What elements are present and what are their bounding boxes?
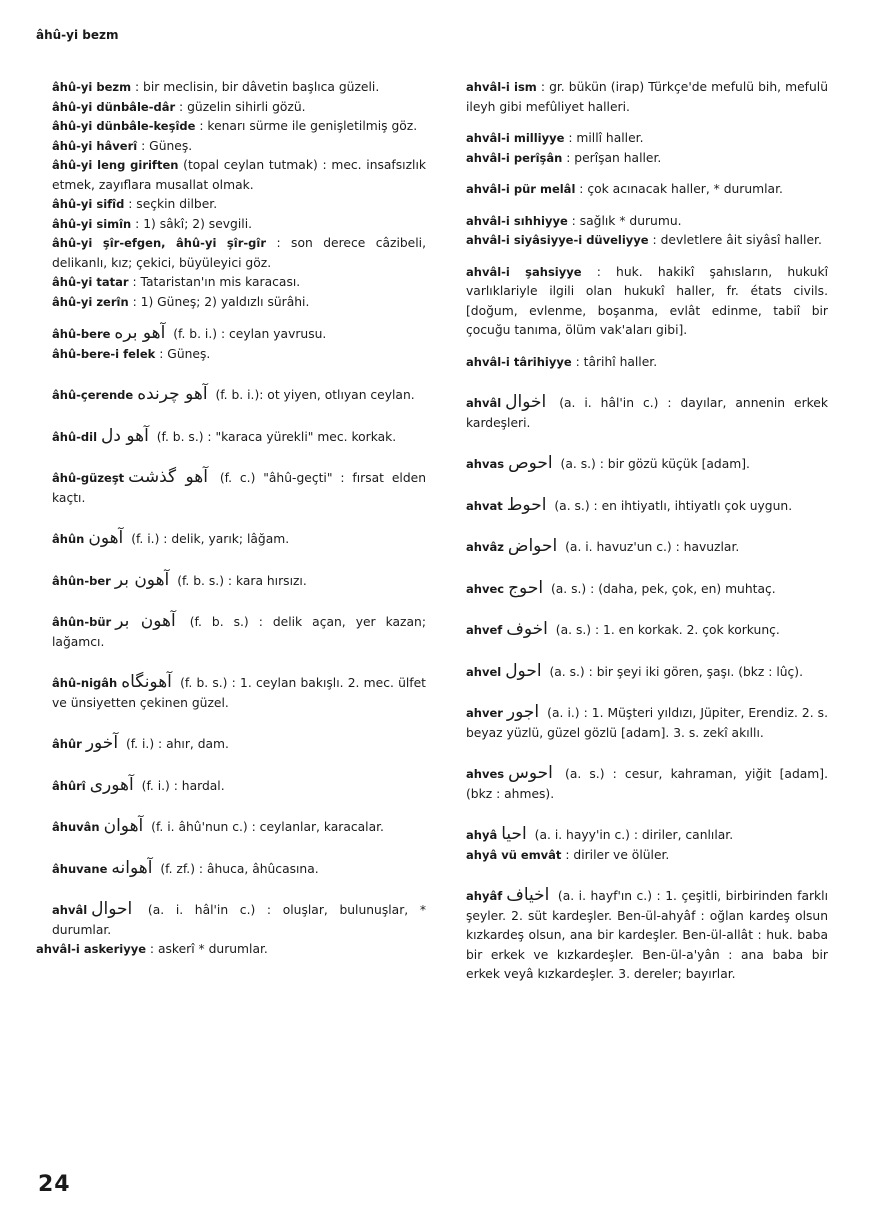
arabic-script: احوس (508, 763, 553, 783)
definition: : Güneş. (137, 138, 193, 153)
definition: : askerî * durumlar. (146, 942, 268, 956)
headword: ahyâ (466, 828, 498, 842)
arabic-script: آهونگاه (121, 672, 172, 692)
dictionary-entry (36, 293, 426, 313)
definition: : çok acınacak haller, * durumlar. (575, 182, 783, 196)
headword: ahvâl (466, 396, 502, 410)
dictionary-entry (36, 324, 426, 345)
headword: ahvâl-i milliyye (466, 131, 565, 145)
definition: : târihî haller. (571, 354, 658, 369)
page-number: 24 (38, 1172, 71, 1197)
definition: (a. i. havuz'un c.) : havuzlar. (561, 540, 740, 554)
headword: âhû-yi şîr-efgen, âhû-yi şîr-gîr (52, 236, 267, 250)
definition: : perîşan haller. (562, 150, 662, 165)
headword: ahvec (466, 581, 505, 596)
headword: âhû-yi tatar (52, 275, 129, 289)
headword: ahvâl-i şahsiyye (466, 264, 582, 279)
arabic-script: اخوف (506, 619, 548, 639)
dictionary-entry (36, 776, 426, 797)
running-head: âhû-yi bezm (36, 28, 119, 42)
dictionary-entry (450, 180, 828, 200)
headword: âhû-dil (52, 429, 98, 444)
definition: : son derece câzibeli, delikanlı, kız; çekici, büyüleyici göz. (52, 236, 426, 270)
definition: (a. s.) : cesur, kahraman, yiğit [adam]. (bkz : ahmes). (466, 767, 828, 801)
dictionary-entry (36, 273, 426, 293)
dictionary-entry (450, 764, 828, 804)
headword: âhû-yi dünbâle-keşîde (52, 119, 196, 133)
definition: : huk. hakikî şahısların, hukukî varlıklariyle ilgili olan hukukî haller, fr. états civils. [doğum, evlenme, boşanma, evlât edinme, tabiî bir çocuğu tanıma, ölüm vak'aları gibi]. (466, 264, 828, 337)
dictionary-entry (36, 385, 426, 406)
definition: (f. b. s.) : "karaca yürekli" mec. korkak. (152, 429, 397, 444)
arabic-script: آهو چرنده (137, 384, 208, 404)
dictionary-entry (36, 78, 426, 98)
dictionary-entry (450, 78, 828, 117)
headword: âhuvân (52, 820, 100, 834)
dictionary-entry (450, 620, 828, 641)
dictionary-entry (36, 900, 426, 940)
arabic-script: آهوان (103, 816, 144, 836)
definition: (f. b. s.) : delik açan, yer kazan; lağamcı. (52, 615, 426, 649)
headword: âhûn-ber (52, 573, 111, 588)
right-column (450, 78, 828, 985)
definition: : millî haller. (564, 131, 644, 145)
headword: âhû-yi dünbâle-dâr (52, 99, 176, 114)
dictionary-entry (450, 454, 828, 475)
arabic-script: آهو بره (114, 323, 166, 343)
dictionary-entry (36, 117, 426, 137)
headword: ahvâl-i târihiyye (466, 354, 572, 369)
dictionary-entry (450, 393, 828, 433)
dictionary-entry (36, 529, 426, 550)
definition: (f. b. i.): ot yiyen, otlıyan ceylan. (211, 388, 415, 402)
dictionary-entry (36, 98, 426, 118)
headword: ahver (466, 706, 503, 720)
arabic-script: احوج (508, 577, 544, 598)
headword: ahvef (466, 623, 503, 637)
arabic-script: احوط (506, 494, 547, 515)
dictionary-entry (36, 940, 426, 960)
headword: âhû-nigâh (52, 676, 118, 690)
headword: ahvâl-i pür melâl (466, 182, 576, 196)
dictionary-entry (450, 129, 828, 149)
headword: âhûn-bür (52, 615, 112, 629)
dictionary-entry (450, 825, 828, 846)
dictionary-entry (450, 496, 828, 517)
headword: âhû-güzeşt (52, 471, 125, 485)
headword: ahvâl-i perîşân (466, 150, 563, 165)
headword: âhû-yi hâverî (52, 138, 138, 153)
arabic-script: اجور (506, 702, 540, 722)
headword: âhû-bere-i felek (52, 346, 156, 361)
headword: ahvâl-i siyâsiyye-i düveliyye (466, 233, 649, 247)
dictionary-entry (36, 234, 426, 273)
definition: (f. i.) : delik, yarık; lâğam. (127, 532, 290, 546)
definition: (a. i. hayy'in c.) : diriler, canlılar. (530, 828, 734, 842)
headword: ahvâl-i askeriyye (36, 942, 147, 956)
dictionary-entry (450, 662, 828, 683)
definition: (f. b. s.) : 1. ceylan bakışlı. 2. mec. ülfet ve ünsiyetten çekinen güzel. (52, 676, 426, 710)
headword: âhuvane (52, 861, 108, 876)
definition: : gr. bükün (irap) Türkçe'de mefulü bih, mefulü ileyh gibi mefûliyet halleri. (466, 80, 828, 114)
arabic-script: آهو دل (101, 425, 149, 446)
dictionary-entry (450, 579, 828, 600)
dictionary-entry (36, 215, 426, 235)
arabic-script: آهوانه (111, 857, 153, 878)
arabic-script: آهون بر (115, 611, 176, 631)
dictionary-entry (450, 537, 828, 558)
definition: (a. s.) : 1. en korkak. 2. çok korkunç. (551, 623, 780, 637)
headword: âhûr (52, 737, 82, 751)
dictionary-entry (450, 149, 828, 169)
definition: (f. b. i.) : ceylan yavrusu. (169, 327, 327, 341)
dictionary-entry (450, 846, 828, 866)
headword: ahvel (466, 664, 502, 679)
headword: ahyâ vü emvât (466, 847, 562, 862)
definition: : Güneş. (155, 346, 211, 361)
definition: (a. i. hâl'in c.) : oluşlar, bulunuşlar, * durumlar. (52, 903, 426, 937)
headword: ahvas (466, 457, 505, 471)
dictionary-entry (36, 734, 426, 755)
headword: ahvâl-i sıhhiyye (466, 213, 568, 228)
dictionary-entry (36, 156, 426, 195)
arabic-script: احيا (501, 824, 527, 844)
definition: (a. s.) : (daha, pek, çok, en) muhtaç. (547, 581, 776, 596)
dictionary-entry (36, 859, 426, 880)
arabic-script: اخياف (506, 885, 550, 905)
headword: ahvâl-i ism (466, 80, 537, 94)
dictionary-entry (36, 571, 426, 592)
headword: âhû-yi zerîn (52, 294, 129, 309)
arabic-script: اخوال (505, 392, 547, 412)
definition: : devletlere âit siyâsî haller. (648, 233, 822, 247)
headword: ahvâl (52, 903, 88, 917)
definition: (f. i.) : hardal. (137, 778, 225, 793)
dictionary-entry (36, 673, 426, 713)
headword: âhûrî (52, 778, 86, 793)
headword: ahves (466, 767, 505, 781)
arabic-script: احوال (91, 899, 133, 919)
headword: âhû-bere (52, 327, 111, 341)
definition: (topal ceylan tutmak) : mec. insafsızlık etmek, zayıflara musallat olmak. (52, 158, 426, 192)
headword: ahyâf (466, 889, 503, 903)
dictionary-entry (36, 468, 426, 508)
definition: (a. s.) : bir gözü küçük [adam]. (556, 457, 750, 471)
dictionary-entry (36, 345, 426, 365)
arabic-script: آهو گذشت (128, 467, 208, 487)
dictionary-entry (450, 886, 828, 985)
dictionary-entry (36, 612, 426, 652)
headword: âhû-yi simîn (52, 216, 132, 231)
definition: (a. i. hâl'in c.) : dayılar, annenin erkek kardeşleri. (466, 396, 828, 430)
left-column (36, 78, 426, 960)
definition: (a. i.) : 1. Müşteri yıldızı, Jüpiter, Erendiz. 2. s. beyaz yüzlü, güzel gözlü [adam]. 3. s. zekî akıllı. (466, 706, 828, 740)
dictionary-entry (450, 703, 828, 743)
arabic-script: احول (505, 660, 542, 681)
arabic-script: آخور (85, 733, 119, 753)
definition: : güzelin sihirli gözü. (175, 99, 306, 114)
definition: : kenarı sürme ile genişletilmiş göz. (195, 119, 418, 133)
arabic-script: احوص (508, 453, 553, 473)
definition: (f. i. âhû'nun c.) : ceylanlar, karacalar. (147, 820, 384, 834)
definition: (a. s.) : bir şeyi iki gören, şaşı. (bkz : lûç). (545, 664, 804, 679)
definition: (f. c.) "âhû-geçti" : fırsat elden kaçtı. (52, 471, 426, 505)
definition: (f. b. s.) : kara hırsızı. (173, 573, 307, 588)
dictionary-entry (450, 231, 828, 251)
headword: âhûn (52, 532, 85, 546)
definition: (a. s.) : en ihtiyatlı, ihtiyatlı çok uygun. (550, 498, 793, 513)
definition: : seçkin dilber. (124, 197, 218, 211)
dictionary-entry (36, 817, 426, 838)
arabic-script: آهوری (89, 774, 134, 795)
definition: : bir meclisin, bir dâvetin başlıca güzeli. (131, 80, 380, 94)
arabic-script: آهون بر (114, 569, 170, 590)
dictionary-entry (450, 353, 828, 373)
dictionary-entry (36, 195, 426, 215)
definition: (f. zf.) : âhuca, âhûcasına. (156, 861, 319, 876)
headword: âhû-yi sifîd (52, 197, 125, 211)
headword: ahvat (466, 498, 503, 513)
headword: âhû-yi bezm (52, 80, 132, 94)
definition: (f. i.) : ahır, dam. (122, 737, 229, 751)
headword: âhû-yi leng giriften (52, 158, 179, 172)
headword: âhû-çerende (52, 388, 134, 402)
dictionary-entry (36, 427, 426, 448)
arabic-script: آهون (88, 528, 124, 548)
dictionary-entry (36, 137, 426, 157)
definition: : 1) Güneş; 2) yaldızlı sürâhi. (128, 294, 310, 309)
dictionary-entry (450, 212, 828, 232)
definition: : 1) sâkî; 2) sevgili. (131, 216, 253, 231)
arabic-script: احواض (507, 536, 558, 556)
dictionary-entry (450, 263, 828, 341)
headword: ahvâz (466, 540, 504, 554)
definition: : Tataristan'ın mis karacası. (128, 275, 301, 289)
definition: (a. i. hayf'ın c.) : 1. çeşitli, birbirinden farklı şeyler. 2. süt kardeşler. Ben-ül-ahyâf : oğlan kardeş olsun kızkardeş olsun, ana bir kardeşler. Ben-ül-allât : huk. baba bir erkek ve kızkardeşler. Ben-ül-a'yân : ana baba bir erkek veyâ kızkardeşler. 3. dereler; bayırlar. (466, 889, 828, 981)
definition: : sağlık * durumu. (567, 213, 682, 228)
definition: : diriler ve ölüler. (561, 847, 670, 862)
